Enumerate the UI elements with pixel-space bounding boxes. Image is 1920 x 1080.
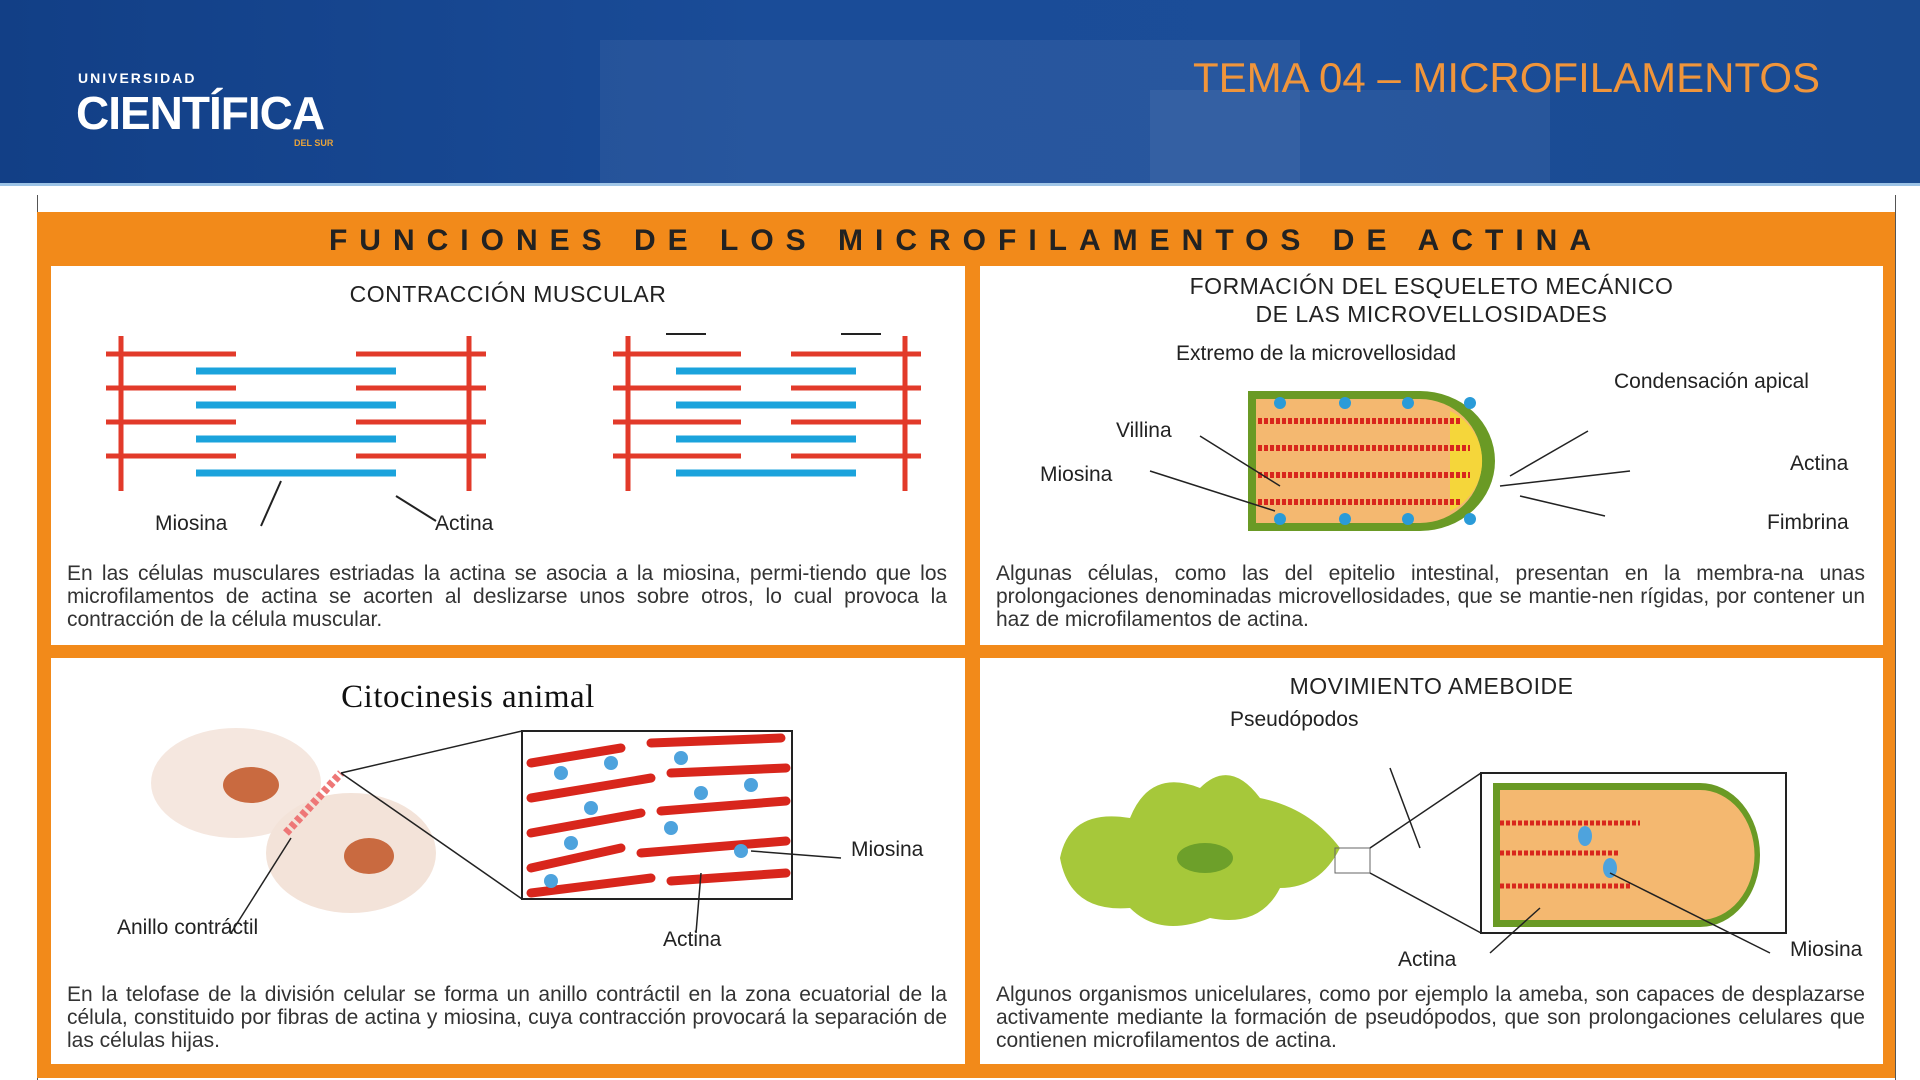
panel-cytokinesis (51, 658, 965, 1064)
panel-title: CONTRACCIÓN MUSCULAR (349, 281, 667, 307)
panel-description: En la telofase de la división celular se forma un anillo contráctil en la zona ecuatorial de la célula, constituido por fibras de actina y miosina, cuya contracción provocará la separación de las células hijas. (67, 983, 947, 1052)
label-extremo: Extremo de la microvellosidad (1176, 342, 1457, 365)
panel-muscle-contraction (51, 266, 965, 645)
panel-title: Citocinesis animal (341, 679, 595, 715)
label-condensacion: Condensación apical (1614, 370, 1809, 393)
label-miosina: Miosina (155, 512, 228, 535)
label-villina: Villina (1116, 419, 1172, 442)
logo-university: UNIVERSIDAD (78, 70, 197, 86)
panel-amoeboid (980, 658, 1883, 1064)
panel-description: Algunas células, como las del epitelio intestinal, presentan en la membra-na unas prolongaciones denominadas microvellosidades, que se mantie-nen rígidas, por contener un haz de microfilamentos de actina. (996, 562, 1865, 631)
label-miosina: Miosina (1040, 463, 1113, 486)
label-miosina: Miosina (1790, 938, 1863, 961)
panel-description: En las células musculares estriadas la actina se asocia a la miosina, permi-tiendo que los microfilamentos de actina se acorten al deslizarse unos sobre otros, lo cual provoca la contracción de la célula muscular. (67, 562, 947, 631)
label-actina: Actina (1790, 452, 1849, 475)
label-anillo: Anillo contráctil (117, 916, 259, 939)
panel-description: Algunos organismos unicelulares, como por ejemplo la ameba, son capaces de desplazarse activamente mediante la formación de pseudópodos, que son prolongaciones celulares que contienen microfilamentos de actina. (996, 983, 1865, 1052)
microvillus-diagram (980, 386, 1883, 536)
panel-title: MOVIMIENTO AMEBOIDE (1289, 673, 1574, 699)
label-actina: Actina (663, 928, 722, 951)
label-actina: Actina (1398, 948, 1457, 971)
label-fimbrina: Fimbrina (1767, 511, 1849, 534)
logo-del-sur: DEL SUR (294, 138, 334, 148)
logo-cientifica: CIENTÍFICA (76, 87, 325, 139)
figure-frame (37, 212, 1895, 1078)
panel-title: FORMACIÓN DEL ESQUELETO MECÁNICO (1189, 273, 1674, 299)
label-actina: Actina (435, 512, 494, 535)
figure-title: FUNCIONES DE LOS MICROFILAMENTOS DE ACTINA (328, 224, 1603, 257)
divider (1895, 195, 1896, 1080)
amoeba-diagram (980, 738, 1883, 968)
slide-title: TEMA 04 – MICROFILAMENTOS (1193, 54, 1821, 101)
panel-microvilli (980, 266, 1883, 645)
label-miosina: Miosina (851, 838, 924, 861)
slide-header (0, 0, 1920, 186)
label-pseudopodos: Pseudópodos (1230, 708, 1359, 731)
panel-title-line2: DE LAS MICROVELLOSIDADES (1255, 301, 1608, 327)
